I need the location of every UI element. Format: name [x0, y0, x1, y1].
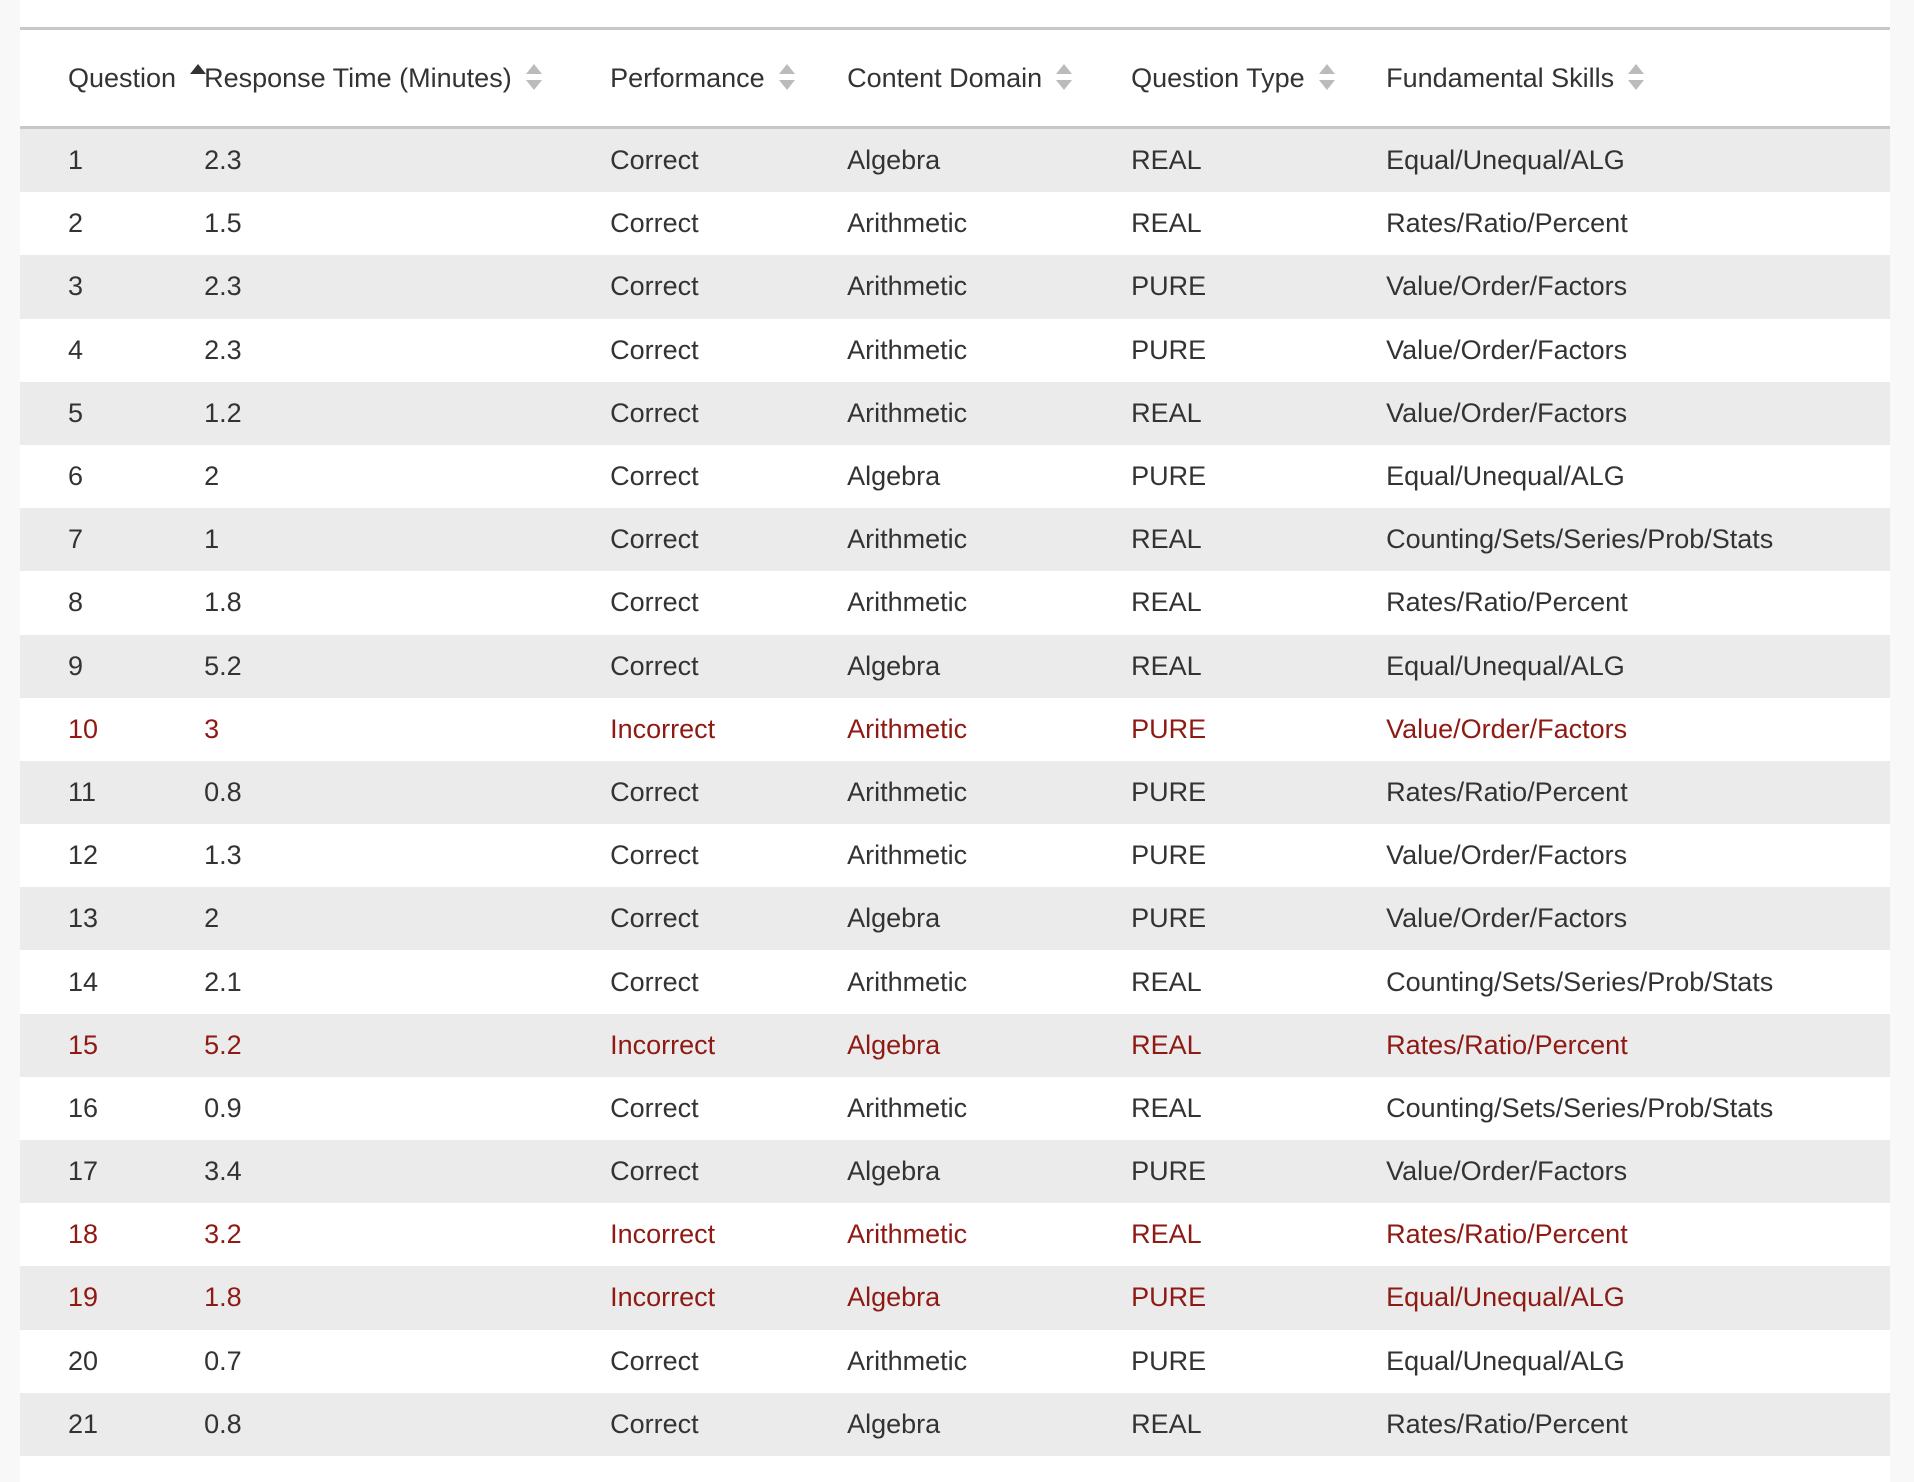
- cell-performance: Correct: [610, 966, 699, 997]
- cell-question-type: REAL: [1131, 1393, 1386, 1456]
- cell-question-type: PURE: [1131, 1140, 1386, 1203]
- sort-icon[interactable]: [526, 64, 540, 90]
- table-row: [20, 571, 1890, 634]
- cell-question: 21: [20, 1393, 204, 1456]
- cell-performance: Correct: [610, 840, 699, 871]
- cell-fundamental-skills: Rates/Ratio/Percent: [1386, 1014, 1890, 1077]
- column-header-label: Performance: [610, 62, 765, 93]
- cell-question-type: PURE: [1131, 461, 1207, 492]
- cell-performance: Correct: [610, 761, 847, 824]
- cell-fundamental-skills: Value/Order/Factors: [1386, 382, 1890, 445]
- cell-question-type: PURE: [1131, 761, 1386, 824]
- cell-content-domain: Algebra: [847, 461, 941, 492]
- cell-response-time: 0.7: [204, 1345, 242, 1376]
- cell-question: 18: [68, 1219, 99, 1250]
- cell-performance: Correct: [610, 461, 699, 492]
- cell-fundamental-skills: Counting/Sets/Series/Prob/Stats: [1386, 1092, 1774, 1123]
- cell-fundamental-skills: Rates/Ratio/Percent: [1386, 587, 1628, 618]
- cell-question: 6: [68, 461, 84, 492]
- cell-performance: Correct: [610, 382, 847, 445]
- cell-response-time: 5.2: [204, 1014, 610, 1077]
- cell-content-domain: Arithmetic: [847, 382, 1131, 445]
- cell-fundamental-skills: Rates/Ratio/Percent: [1386, 1393, 1890, 1456]
- cell-fundamental-skills: Value/Order/Factors: [1386, 887, 1890, 950]
- cell-question: 7: [20, 508, 204, 571]
- cell-performance: Correct: [610, 208, 699, 239]
- cell-performance: Correct: [610, 1393, 847, 1456]
- cell-performance: Correct: [610, 1345, 699, 1376]
- cell-content-domain: Arithmetic: [847, 966, 968, 997]
- cell-response-time: 1.8: [204, 587, 242, 618]
- table-row: [20, 1077, 1890, 1140]
- table-row: [20, 887, 1890, 950]
- table-row: [20, 508, 1890, 571]
- cell-content-domain: Arithmetic: [847, 508, 1131, 571]
- table-header-row: [20, 29, 1890, 128]
- cell-question: 17: [20, 1140, 204, 1203]
- table-row: [20, 1140, 1890, 1203]
- cell-question-type: PURE: [1131, 1266, 1386, 1329]
- cell-question: 20: [68, 1345, 99, 1376]
- table-row: [20, 1203, 1890, 1266]
- cell-question-type: PURE: [1131, 1345, 1207, 1376]
- cell-content-domain: Arithmetic: [847, 208, 968, 239]
- cell-fundamental-skills: Value/Order/Factors: [1386, 1140, 1890, 1203]
- sort-icon[interactable]: [1628, 64, 1642, 90]
- cell-question: 16: [68, 1092, 99, 1123]
- column-header-label: Question: [68, 62, 177, 93]
- cell-question: 1: [20, 128, 204, 193]
- column-header-label: Question Type: [1131, 62, 1305, 93]
- cell-content-domain: Arithmetic: [847, 761, 1131, 824]
- table-row: [20, 1266, 1890, 1329]
- cell-question-type: REAL: [1131, 587, 1202, 618]
- cell-question-type: REAL: [1131, 635, 1386, 698]
- sort-icon[interactable]: [1056, 64, 1070, 90]
- cell-question-type: PURE: [1131, 255, 1386, 318]
- cell-response-time: 3.4: [204, 1140, 610, 1203]
- cell-content-domain: Algebra: [847, 1140, 1131, 1203]
- cell-response-time: 2: [204, 887, 610, 950]
- column-header-question-type[interactable]: [1131, 29, 1386, 128]
- cell-question: 8: [68, 587, 84, 618]
- column-header-label: Response Time (Minutes): [204, 62, 512, 93]
- cell-question-type: REAL: [1131, 208, 1202, 239]
- table-row: [20, 319, 1890, 382]
- cell-fundamental-skills: Rates/Ratio/Percent: [1386, 1219, 1628, 1250]
- cell-content-domain: Algebra: [847, 1266, 1131, 1329]
- table-row: [20, 192, 1890, 255]
- cell-fundamental-skills: Value/Order/Factors: [1386, 713, 1628, 744]
- table-row: [20, 382, 1890, 445]
- cell-response-time: 1.3: [204, 840, 242, 871]
- table-row: [20, 698, 1890, 761]
- cell-question-type: PURE: [1131, 840, 1207, 871]
- cell-question-type: PURE: [1131, 713, 1207, 744]
- cell-question-type: REAL: [1131, 1092, 1202, 1123]
- cell-question-type: PURE: [1131, 334, 1207, 365]
- cell-response-time: 2.3: [204, 128, 610, 193]
- cell-content-domain: Algebra: [847, 635, 1131, 698]
- cell-question: 13: [20, 887, 204, 950]
- cell-question: 14: [68, 966, 99, 997]
- cell-fundamental-skills: Rates/Ratio/Percent: [1386, 761, 1890, 824]
- cell-question: 2: [68, 208, 84, 239]
- cell-performance: Correct: [610, 334, 699, 365]
- column-header-question[interactable]: [20, 29, 204, 128]
- cell-question: 15: [20, 1014, 204, 1077]
- cell-fundamental-skills: Value/Order/Factors: [1386, 334, 1628, 365]
- sort-icon[interactable]: [779, 64, 793, 90]
- cell-response-time: 0.9: [204, 1092, 242, 1123]
- cell-fundamental-skills: Equal/Unequal/ALG: [1386, 635, 1890, 698]
- cell-response-time: 1: [204, 508, 610, 571]
- cell-performance: Correct: [610, 1140, 847, 1203]
- cell-content-domain: Arithmetic: [847, 334, 968, 365]
- sort-icon[interactable]: [1319, 64, 1333, 90]
- cell-content-domain: Arithmetic: [847, 587, 968, 618]
- cell-question: 10: [68, 713, 99, 744]
- cell-content-domain: Algebra: [847, 887, 1131, 950]
- cell-content-domain: Arithmetic: [847, 840, 968, 871]
- cell-question-type: REAL: [1131, 1219, 1202, 1250]
- cell-question: 9: [20, 635, 204, 698]
- cell-response-time: 5.2: [204, 635, 610, 698]
- column-header-fundamental-skills[interactable]: [1386, 29, 1890, 128]
- table-row: [20, 1393, 1890, 1456]
- table-row: [20, 255, 1890, 318]
- cell-response-time: 2.3: [204, 334, 242, 365]
- cell-fundamental-skills: Equal/Unequal/ALG: [1386, 128, 1890, 193]
- cell-performance: Correct: [610, 887, 847, 950]
- table-row: [20, 1330, 1890, 1393]
- question-results-table: [20, 27, 1890, 1456]
- cell-content-domain: Algebra: [847, 1393, 1131, 1456]
- column-header-response-time[interactable]: [204, 29, 610, 128]
- cell-content-domain: Arithmetic: [847, 255, 1131, 318]
- cell-performance: Incorrect: [610, 713, 716, 744]
- cell-performance: Correct: [610, 587, 699, 618]
- cell-response-time: 3: [204, 713, 220, 744]
- cell-content-domain: Arithmetic: [847, 1092, 968, 1123]
- cell-response-time: 2.3: [204, 255, 610, 318]
- cell-performance: Incorrect: [610, 1219, 716, 1250]
- cell-response-time: 1.8: [204, 1266, 610, 1329]
- table-row: [20, 950, 1890, 1013]
- cell-question-type: REAL: [1131, 966, 1202, 997]
- cell-response-time: 0.8: [204, 761, 610, 824]
- table-row: [20, 635, 1890, 698]
- cell-question: 3: [20, 255, 204, 318]
- table-row: [20, 1014, 1890, 1077]
- cell-question: 19: [20, 1266, 204, 1329]
- cell-question-type: REAL: [1131, 128, 1386, 193]
- cell-fundamental-skills: Equal/Unequal/ALG: [1386, 1266, 1890, 1329]
- column-header-label: Fundamental Skills: [1386, 62, 1615, 93]
- cell-question: 5: [20, 382, 204, 445]
- cell-performance: Incorrect: [610, 1014, 847, 1077]
- cell-response-time: 2.1: [204, 966, 242, 997]
- cell-fundamental-skills: Equal/Unequal/ALG: [1386, 1345, 1625, 1376]
- cell-performance: Correct: [610, 255, 847, 318]
- cell-performance: Incorrect: [610, 1266, 847, 1329]
- cell-performance: Correct: [610, 635, 847, 698]
- cell-response-time: 1.5: [204, 208, 242, 239]
- cell-fundamental-skills: Rates/Ratio/Percent: [1386, 208, 1628, 239]
- cell-fundamental-skills: Value/Order/Factors: [1386, 255, 1890, 318]
- table-row: [20, 128, 1890, 193]
- cell-fundamental-skills: Equal/Unequal/ALG: [1386, 461, 1625, 492]
- column-header-label: Content Domain: [847, 62, 1043, 93]
- cell-content-domain: Arithmetic: [847, 1219, 968, 1250]
- column-header-performance[interactable]: [610, 29, 847, 128]
- cell-response-time: 1.2: [204, 382, 610, 445]
- cell-response-time: 3.2: [204, 1219, 242, 1250]
- cell-content-domain: Algebra: [847, 128, 1131, 193]
- table-row: [20, 445, 1890, 508]
- cell-question: 11: [20, 761, 204, 824]
- cell-response-time: 2: [204, 461, 220, 492]
- results-panel: [20, 0, 1890, 1482]
- cell-performance: Correct: [610, 128, 847, 193]
- cell-question: 4: [68, 334, 84, 365]
- cell-question-type: PURE: [1131, 887, 1386, 950]
- cell-performance: Correct: [610, 508, 847, 571]
- cell-question-type: REAL: [1131, 1014, 1386, 1077]
- cell-fundamental-skills: Counting/Sets/Series/Prob/Stats: [1386, 508, 1890, 571]
- table-row: [20, 761, 1890, 824]
- cell-content-domain: Algebra: [847, 1014, 1131, 1077]
- cell-question-type: REAL: [1131, 382, 1386, 445]
- sort-ascending-icon[interactable]: [190, 64, 204, 90]
- column-header-content-domain[interactable]: [847, 29, 1131, 128]
- cell-question-type: REAL: [1131, 508, 1386, 571]
- cell-response-time: 0.8: [204, 1393, 610, 1456]
- cell-question: 12: [68, 840, 99, 871]
- table-row: [20, 824, 1890, 887]
- cell-fundamental-skills: Counting/Sets/Series/Prob/Stats: [1386, 966, 1774, 997]
- cell-fundamental-skills: Value/Order/Factors: [1386, 840, 1628, 871]
- cell-content-domain: Arithmetic: [847, 713, 968, 744]
- cell-performance: Correct: [610, 1092, 699, 1123]
- cell-content-domain: Arithmetic: [847, 1345, 968, 1376]
